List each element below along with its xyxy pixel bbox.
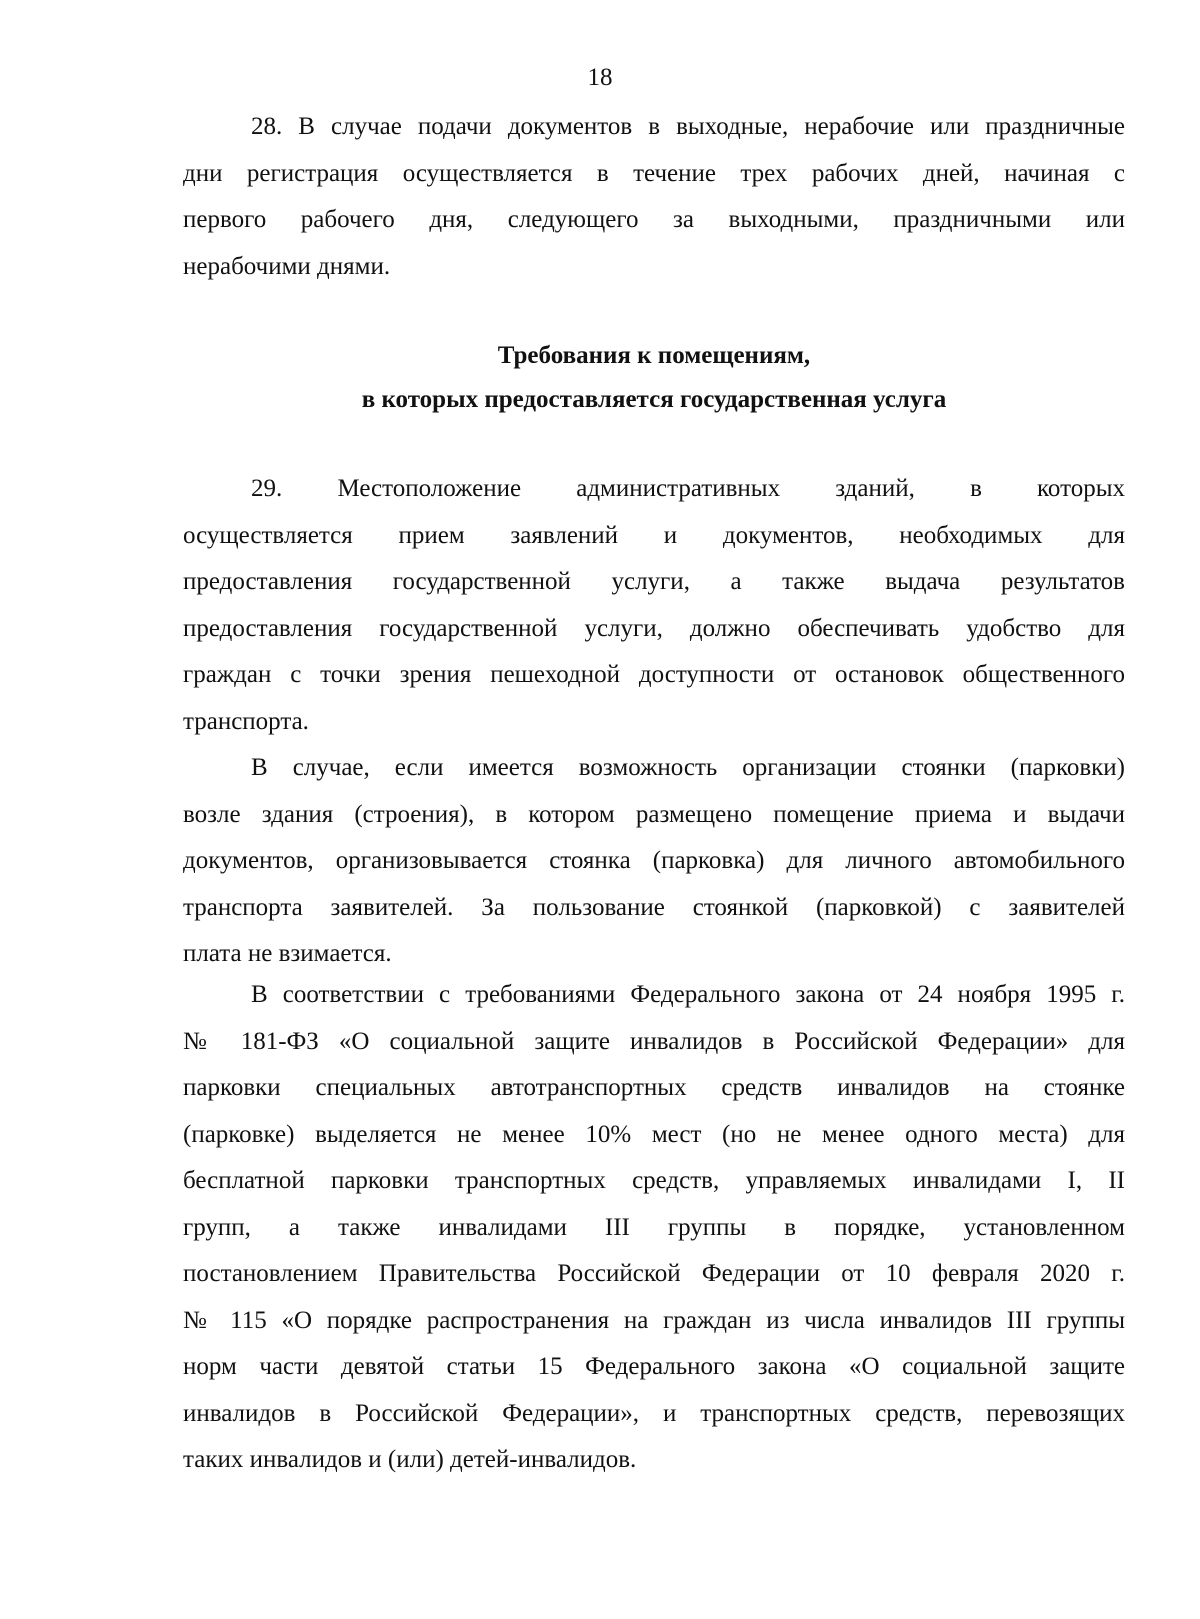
text-line: предоставления государственной услуги, должно обеспечивать удобство для [183, 614, 1125, 642]
page-number: 18 [587, 64, 613, 91]
text-line: таких инвалидов и (или) детей-инвалидов. [183, 1446, 637, 1473]
paragraph-parking [183, 745, 1125, 978]
heading-line: в которых предоставляется государственная услуга [361, 386, 947, 413]
paragraph-29 [183, 466, 1125, 745]
text-line: дни регистрация осуществляется в течение трех рабочих дней, начиная с [183, 159, 1125, 187]
text-line: 28. В случае подачи документов в выходные, нерабочие или праздничные [251, 113, 1125, 140]
text-line: нерабочими днями. [183, 252, 391, 280]
text-line: № 181-ФЗ «О социальной защите инвалидов в Российской Федерации» для [183, 1027, 1125, 1055]
text-line: документов, организовывается стоянка (парковка) для личного автомобильного [183, 847, 1125, 874]
paragraph-28 [183, 104, 1125, 290]
text-line: парковки специальных автотранспортных средств инвалидов на стоянке [183, 1074, 1125, 1101]
text-line: групп, а также инвалидами III группы в порядке, установленном [183, 1213, 1125, 1241]
text-line: постановлением Правительства Российской Федерации от 10 февраля 2020 г. [183, 1260, 1125, 1287]
text-line: осуществляется прием заявлений и документов, необходимых для [183, 521, 1125, 549]
paragraph-federal-law [183, 972, 1125, 1484]
text-line: транспорта заявителей. За пользование стоянкой (парковкой) с заявителей [183, 893, 1125, 921]
text-line: (парковке) выделяется не менее 10% мест (но не менее одного места) для [183, 1120, 1125, 1148]
heading-line: Требования к помещениям, [497, 342, 811, 369]
text-line: инвалидов в Российской Федерации», и транспортных средств, перевозящих [183, 1399, 1125, 1427]
text-line: В соответствии с требованиями Федерального закона от 24 ноября 1995 г. [251, 981, 1125, 1008]
text-line: плата не взимается. [183, 940, 392, 967]
text-line: первого рабочего дня, следующего за выходными, праздничными или [183, 206, 1125, 233]
text-line: норм части девятой статьи 15 Федерального закона «О социальной защите [183, 1353, 1125, 1380]
text-line: 29. Местоположение административных зданий, в которых [251, 475, 1125, 502]
text-line: бесплатной парковки транспортных средств, управляемых инвалидами I, II [183, 1167, 1125, 1194]
text-line: В случае, если имеется возможность организации стоянки (парковки) [251, 754, 1125, 781]
text-line: транспорта. [183, 707, 309, 735]
section-heading [183, 334, 1125, 422]
text-line: предоставления государственной услуги, а также выдача результатов [183, 568, 1125, 595]
text-line: № 115 «О порядке распространения на граждан из числа инвалидов III группы [183, 1306, 1125, 1334]
text-line: граждан с точки зрения пешеходной доступности от остановок общественного [183, 661, 1125, 688]
text-line: возле здания (строения), в котором размещено помещение приема и выдачи [183, 800, 1125, 828]
